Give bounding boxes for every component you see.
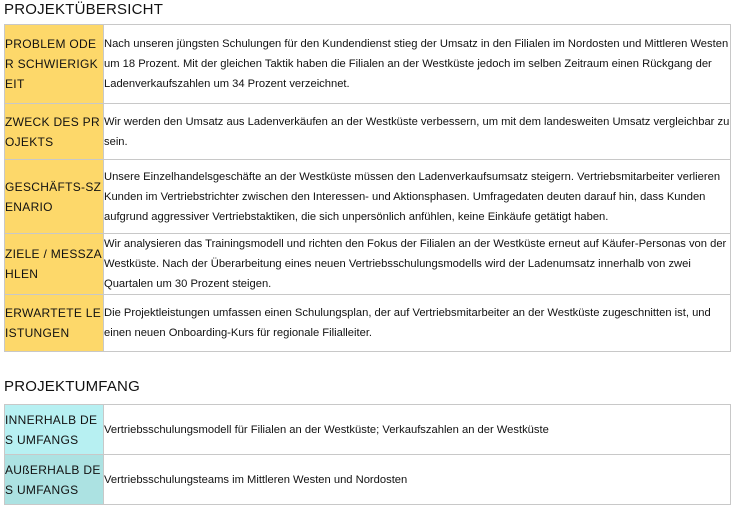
label-text: ERWARTETE LEISTUNGEN <box>5 306 102 340</box>
row-content-in-scope <box>104 405 731 455</box>
content-text: Vertriebsschulungsteams im Mittleren Westen und Nordosten <box>104 473 408 486</box>
scope-heading: PROJEKTUMFANG <box>4 378 140 395</box>
scope-table <box>4 404 731 505</box>
row-label-problem <box>5 25 104 104</box>
table-row-problem <box>5 25 731 104</box>
label-text: PROBLEM ODER SCHWIERIGKEIT <box>5 37 98 91</box>
row-label-out-of-scope <box>5 455 104 505</box>
overview-heading: PROJEKTÜBERSICHT <box>4 1 164 18</box>
table-row-out-of-scope <box>5 455 731 505</box>
row-content-purpose <box>104 104 731 160</box>
label-text: ZWECK DES PROJEKTS <box>5 114 100 149</box>
row-label-in-scope <box>5 405 104 455</box>
row-content-goals <box>104 234 731 295</box>
row-content-out-of-scope <box>104 455 731 505</box>
row-content-deliverables <box>104 295 731 352</box>
label-text: INNERHALB DES UMFANGS <box>5 412 98 447</box>
content-text: Vertriebsschulungsmodell für Filialen an der Westküste; Verkaufszahlen an der Westküste <box>104 423 549 436</box>
content-text: Wir analysieren das Trainingsmodell und richten den Fokus der Filialen an der Westküste erneut auf Käufer-Personas von der Westküste. Nach der Überarbeitung eines neuen Vertriebsschulungsmodells wird der Ladenumsatz innerhalb von zwei Quartalen um 30 Prozent steigen. <box>104 238 727 290</box>
row-content-business-scenario <box>104 160 731 234</box>
table-row-purpose <box>5 104 731 160</box>
label-text: ZIELE / MESSZAHLEN <box>5 247 102 281</box>
row-label-deliverables <box>5 295 104 352</box>
content-text: Die Projektleistungen umfassen einen Schulungsplan, der auf Vertriebsmitarbeiter an der Westküste zugeschnitten ist, und einen neuen Onboarding-Kurs für regionale Filialleiter. <box>104 307 711 339</box>
table-row-deliverables <box>5 295 731 352</box>
label-text: AUßERHALB DES UMFANGS <box>5 462 101 497</box>
table-row-goals <box>5 234 731 295</box>
row-label-goals <box>5 234 104 295</box>
table-row-in-scope <box>5 405 731 455</box>
label-text: GESCHÄFTS-SZENARIO <box>5 179 102 214</box>
row-label-purpose <box>5 104 104 160</box>
content-text: Unsere Einzelhandelsgeschäfte an der Westküste müssen den Ladenverkaufsumsatz steigern. Vertriebsmitarbeiter verlieren Kunden im Vertriebstrichter zwischen den Interessen- und Aktionsphasen. Umfragedaten deuten darauf hin, dass Kunden aufgrund aggressiver Vertriebstaktiken, die sich unpersönlich anfühlen, keine Einkäufe getätigt haben. <box>104 170 721 223</box>
row-content-problem <box>104 25 731 104</box>
overview-table <box>4 24 731 352</box>
content-text: Nach unseren jüngsten Schulungen für den Kundendienst stieg der Umsatz in den Filialen im Nordosten und Mittleren Westen um 18 Prozent. Mit der gleichen Taktik haben die Filialen an der Westküste jedoch im selben Zeitraum einen Rückgang der Ladenverkaufszahlen um 34 Prozent verzeichnet. <box>104 38 729 90</box>
table-row-business-scenario <box>5 160 731 234</box>
content-text: Wir werden den Umsatz aus Ladenverkäufen an der Westküste verbessern, um mit dem landesweiten Umsatz vergleichbar zu sein. <box>104 115 730 148</box>
row-label-business-scenario <box>5 160 104 234</box>
